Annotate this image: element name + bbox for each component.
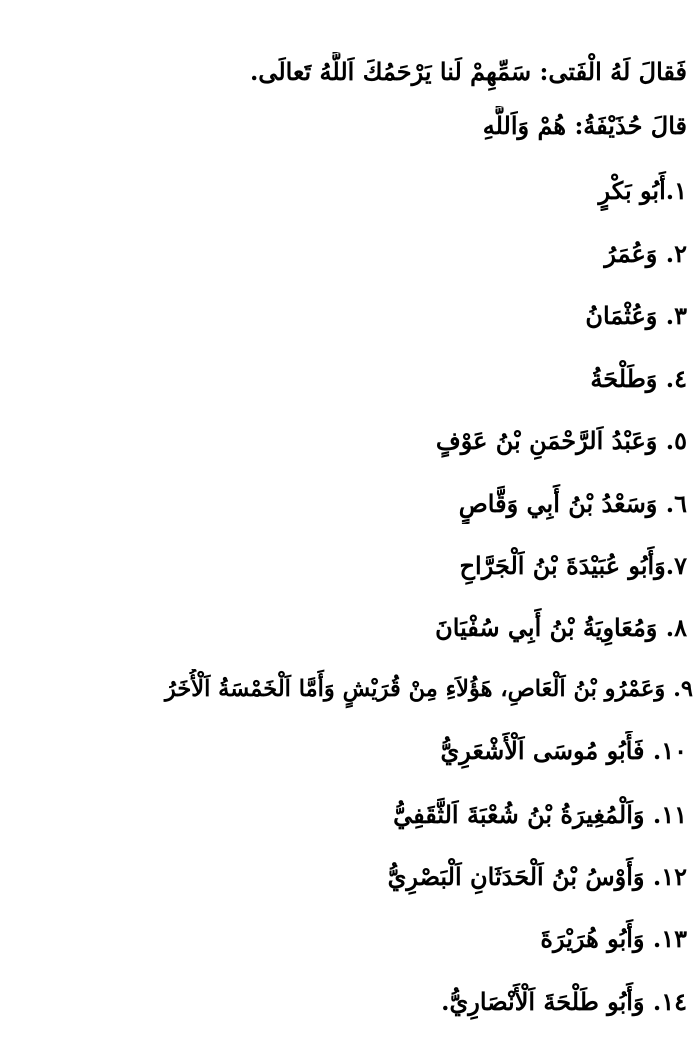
intro-line: قالَ حُذَيْفَةُ: هُمْ وَاَللَّهِ [482,111,687,140]
list-item: ٥. وَعَبْدُ اَلرَّحْمَنِ بْنُ عَوْفٍ [435,426,687,455]
list-item: ٤. وَطَلْحَةُ [590,364,687,393]
list-item: ١٢. وَأَوْسُ بْنُ اَلْحَدَثَانِ اَلْبَصْرِيُّ [387,862,687,891]
intro-line: فَقالَ لَهُ الْفَتى: سَمِّهِمْ لَنا يَرْحَمُكَ اَللَّهُ تَعالَى. [249,57,687,86]
list-item: ٩. وَعَمْرُو بْنُ اَلْعَاصِ، هَؤُلاَءِ مِنْ قُرَيْشٍ وَأَمَّا اَلْخَمْسَةُ اَلْأُخَرُ [164,676,693,702]
list-item: ٣. وَعُثْمَانُ [585,301,687,330]
list-item: ١.أَبُو بَكْرٍ [598,176,687,205]
list-item: ١١. وَاَلْمُغِيرَةُ بْنُ شُعْبَةَ اَلثَّقَفِيُّ [393,800,687,829]
list-item: ٧.وَأَبُو عُبَيْدَةَ بْنُ اَلْجَرَّاحِ [459,551,687,580]
list-item: ٢. وَعُمَرُ [604,239,687,268]
list-item: ١٣. وَأَبُو هُرَيْرَةَ [540,924,687,953]
list-item: ٦. وَسَعْدُ بْنُ أَبِي وَقَّاصٍ [458,489,687,518]
list-item: ١٤. وَأَبُو طَلْحَةَ اَلْأَنْصَارِيُّ. [441,987,687,1016]
list-item: ٨. وَمُعَاوِيَةُ بْنُ أَبِي سُفْيَانَ [435,613,687,642]
list-item: ١٠. فَأَبُو مُوسَى اَلْأَشْعَرِيُّ [440,736,687,765]
